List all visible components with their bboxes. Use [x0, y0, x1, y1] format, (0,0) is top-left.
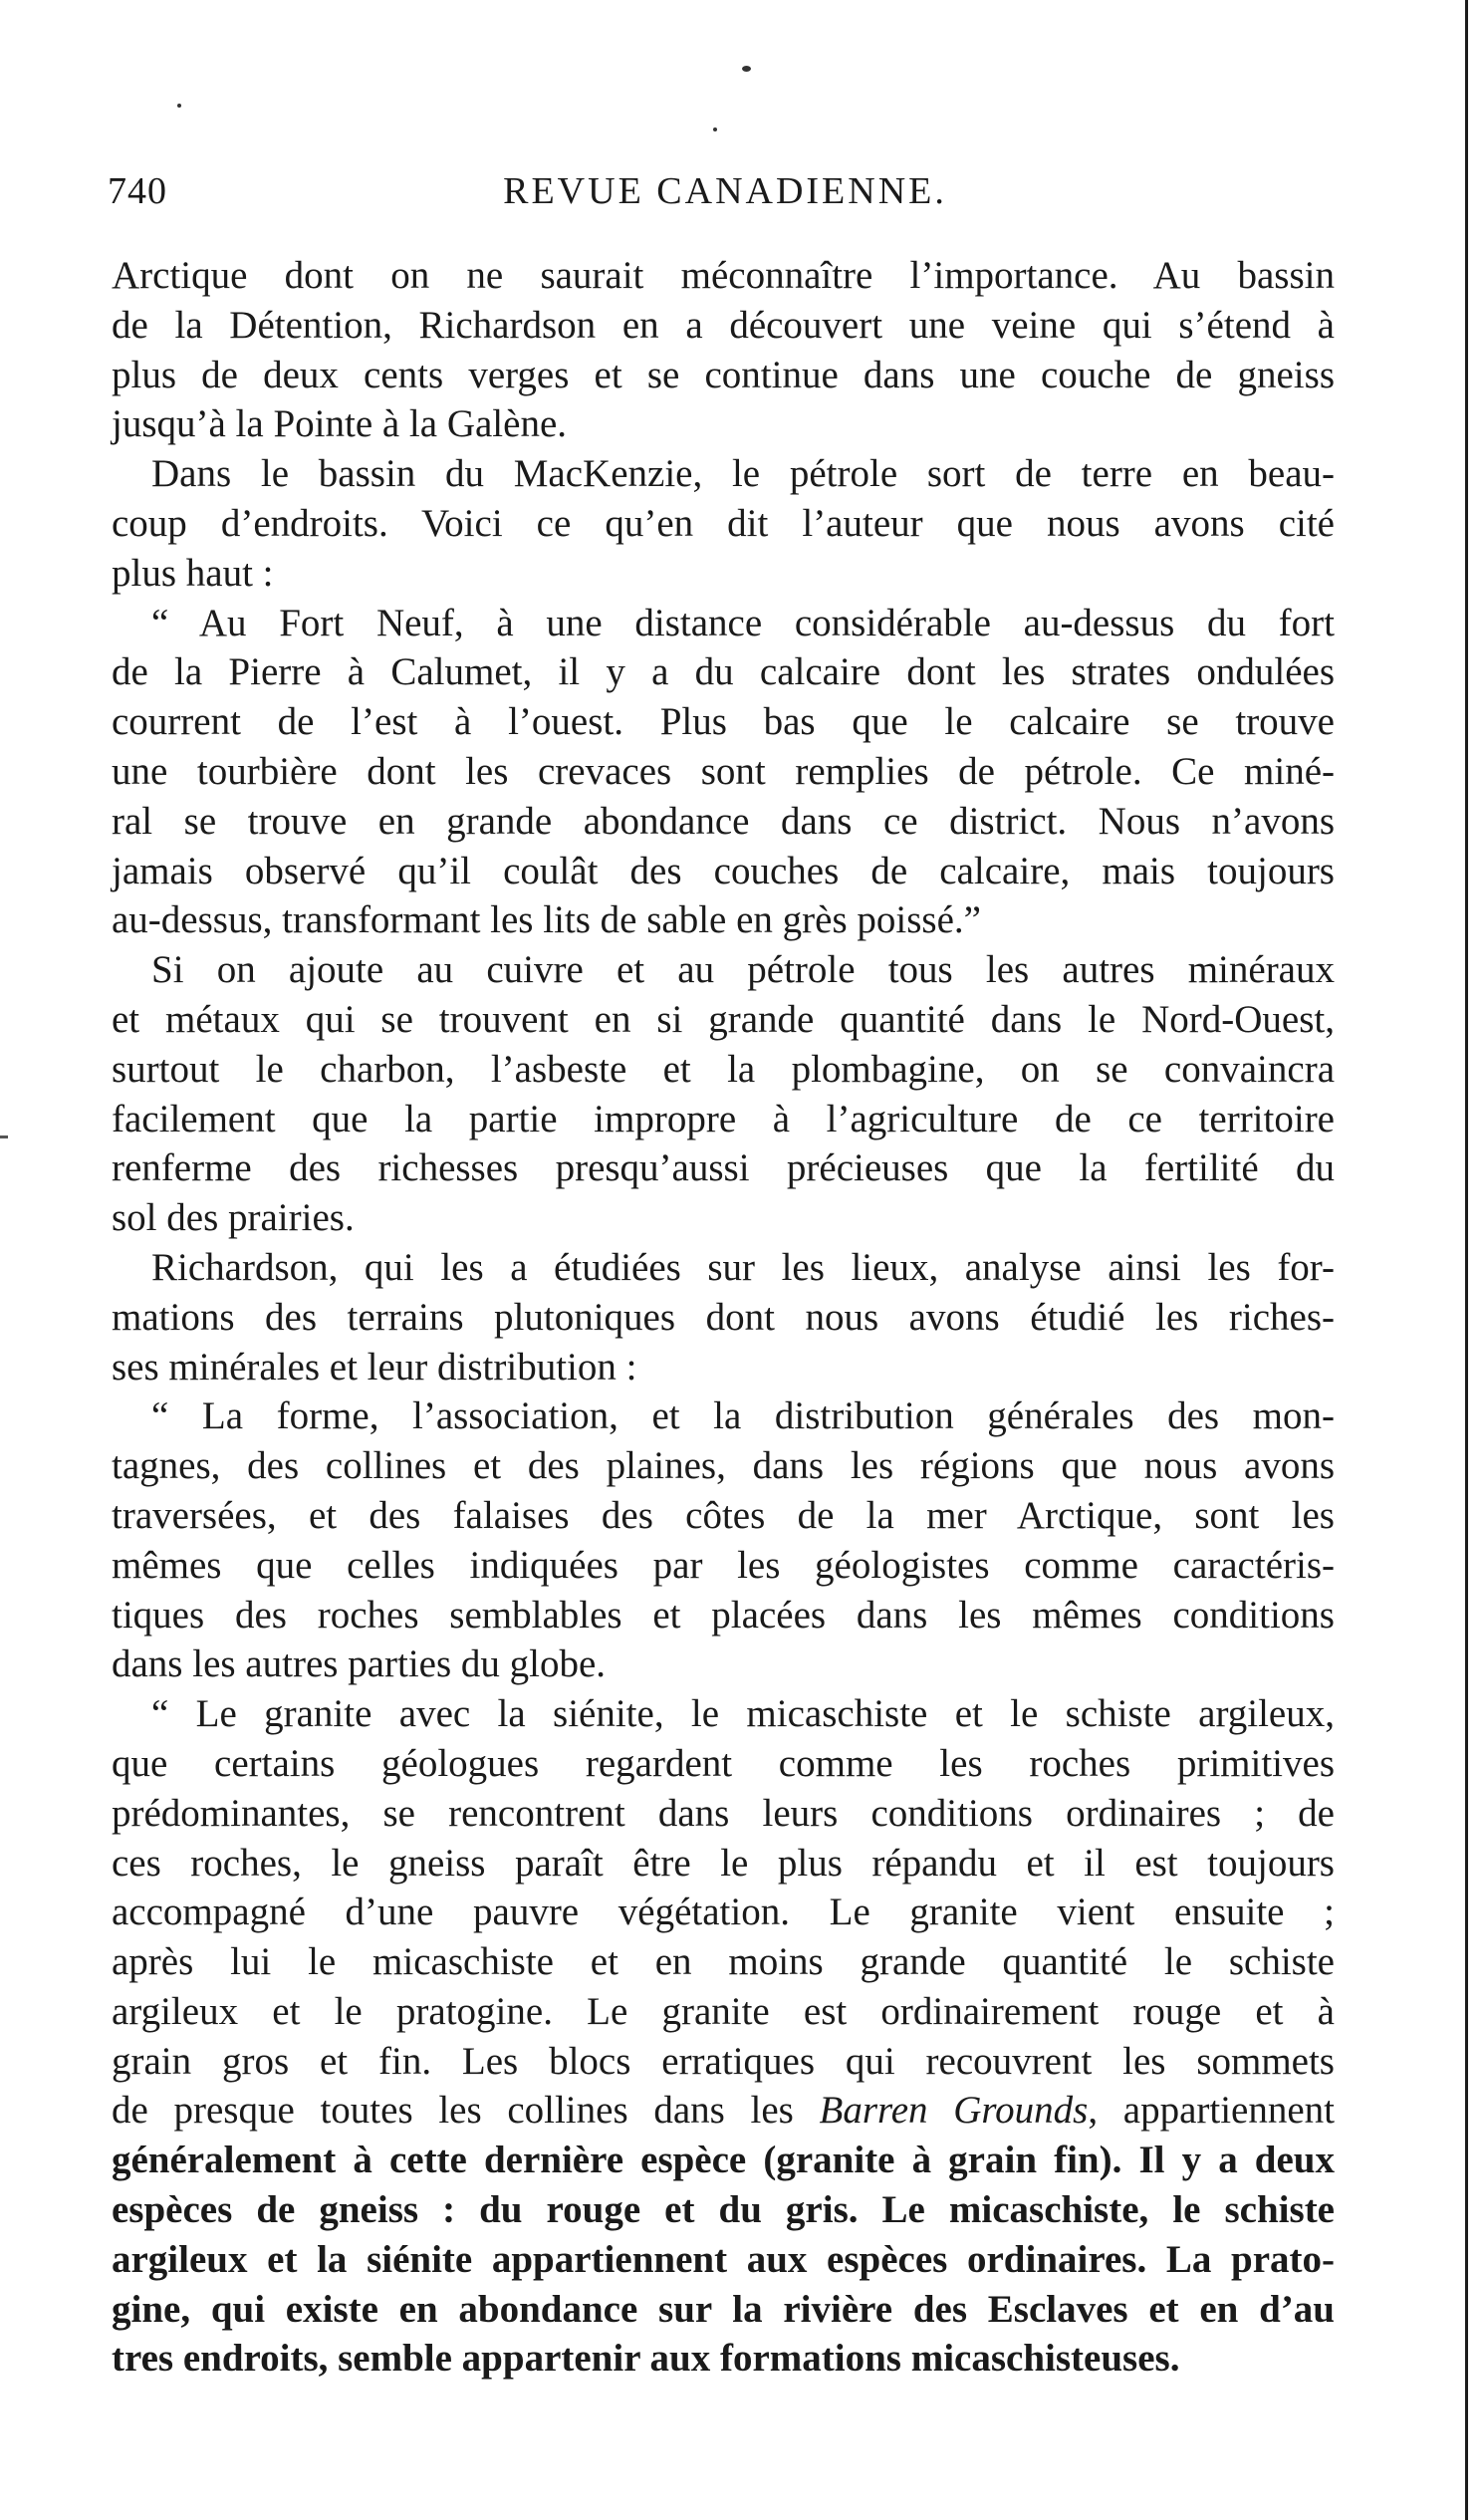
- text-line: “ La forme, l’association, et la distribution générales des mon-: [151, 1394, 1335, 1438]
- text-line: mations des terrains plutoniques dont nous avons étudié les riches-: [112, 1295, 1335, 1339]
- text-line: Richardson, qui les a étudiées sur les lieux, analyse ainsi les for-: [151, 1245, 1335, 1289]
- text-line: plus de deux cents verges et se continue dans une couche de gneiss: [112, 353, 1335, 396]
- text-line: prédominantes, se rencontrent dans leurs conditions ordinaires ; de: [112, 1791, 1335, 1835]
- text-line: jamais observé qu’il coulât des couches de calcaire, mais toujours: [112, 849, 1335, 892]
- italic-term: Barren Grounds: [819, 2089, 1089, 2133]
- page-edge-rule: [1465, 0, 1468, 2520]
- text-line: de la Pierre à Calumet, il y a du calcaire dont les strates ondulées: [112, 650, 1335, 694]
- text-line: jusqu’à la Pointe à la Galène.: [112, 402, 568, 446]
- text-line: ces roches, le gneiss paraît être le plus répandu et il est toujours: [112, 1841, 1335, 1885]
- text-line: grain gros et fin. Les blocs erratiques qui recouvrent les sommets: [112, 2039, 1335, 2083]
- text-line: “ Au Fort Neuf, à une distance considérable au-dessus du fort: [151, 601, 1335, 644]
- text-line: dans les autres parties du globe.: [112, 1642, 607, 1686]
- text-line: sol des prairies.: [112, 1196, 355, 1240]
- text-line: Arctique dont on ne saurait méconnaître l’importance. Au bassin: [112, 254, 1335, 297]
- text-line: ses minérales et leur distribution :: [112, 1345, 637, 1388]
- journal-title: REVUE CANADIENNE.: [503, 170, 947, 212]
- text-line: Dans le bassin du MacKenzie, le pétrole sort de terre en beau-: [151, 452, 1335, 496]
- text-line: mêmes que celles indiquées par les géologistes comme caractéris-: [112, 1543, 1335, 1587]
- text-line-with-italic: [112, 2086, 1335, 2136]
- text-line: renferme des richesses presqu’aussi précieuses que la fertilité du: [112, 1146, 1335, 1190]
- text-line: espèces de gneiss : du rouge et du gris. Le micaschiste, le schiste: [112, 2188, 1335, 2232]
- text-fragment: , appartiennent: [1088, 2089, 1335, 2133]
- text-line: tagnes, des collines et des plaines, dans les régions que nous avons: [112, 1444, 1335, 1488]
- text-line: argileux et la siénite appartiennent aux espèces ordinaires. La prato-: [112, 2237, 1335, 2281]
- page-number: 740: [108, 170, 167, 212]
- text-line: surtout le charbon, l’asbeste et la plombagine, on se convaincra: [112, 1047, 1335, 1091]
- ink-speck: [742, 66, 751, 72]
- text-line: une tourbière dont les crevaces sont remplies de pétrole. Ce miné-: [112, 749, 1335, 793]
- text-line: ral se trouve en grande abondance dans ce district. Nous n’avons: [112, 799, 1335, 843]
- text-line: et métaux qui se trouvent en si grande quantité dans le Nord-Ouest,: [112, 997, 1335, 1041]
- text-line: plus haut :: [112, 551, 274, 595]
- text-line: courrent de l’est à l’ouest. Plus bas que le calcaire se trouve: [112, 700, 1335, 744]
- ink-speck: [713, 127, 717, 131]
- body-text: [112, 251, 1335, 2384]
- text-line: accompagné d’une pauvre végétation. Le granite vient ensuite ;: [112, 1890, 1335, 1934]
- text-line: coup d’endroits. Voici ce qu’en dit l’auteur que nous avons cité: [112, 501, 1335, 545]
- margin-mark: [0, 1135, 8, 1138]
- text-line: au-dessus, transformant les lits de sable en grès poissé.”: [112, 898, 981, 942]
- text-line: après lui le micaschiste et en moins grande quantité le schiste: [112, 1940, 1335, 1984]
- text-line: tres endroits, semble appartenir aux formations micaschisteuses.: [112, 2337, 1180, 2381]
- text-line: Si on ajoute au cuivre et au pétrole tous les autres minéraux: [151, 948, 1335, 992]
- text-line: que certains géologues regardent comme les roches primitives: [112, 1741, 1335, 1785]
- text-line: argileux et le pratogine. Le granite est ordinairement rouge et à: [112, 1989, 1335, 2033]
- text-line: tiques des roches semblables et placées dans les mêmes conditions: [112, 1593, 1335, 1637]
- text-line: traversées, et des falaises des côtes de la mer Arctique, sont les: [112, 1493, 1335, 1537]
- text-line: “ Le granite avec la siénite, le micaschiste et le schiste argileux,: [151, 1692, 1335, 1736]
- running-head: [108, 169, 1343, 229]
- ink-speck: [177, 104, 181, 108]
- text-line: gine, qui existe en abondance sur la rivière des Esclaves et en d’au: [112, 2287, 1335, 2331]
- text-line: de la Détention, Richardson en a découvert une veine qui s’étend à: [112, 303, 1335, 347]
- text-line: généralement à cette dernière espèce (granite à grain fin). Il y a deux: [112, 2139, 1335, 2182]
- text-line: facilement que la partie impropre à l’agriculture de ce territoire: [112, 1097, 1335, 1140]
- text-fragment: de presque toutes les collines dans les: [112, 2089, 820, 2133]
